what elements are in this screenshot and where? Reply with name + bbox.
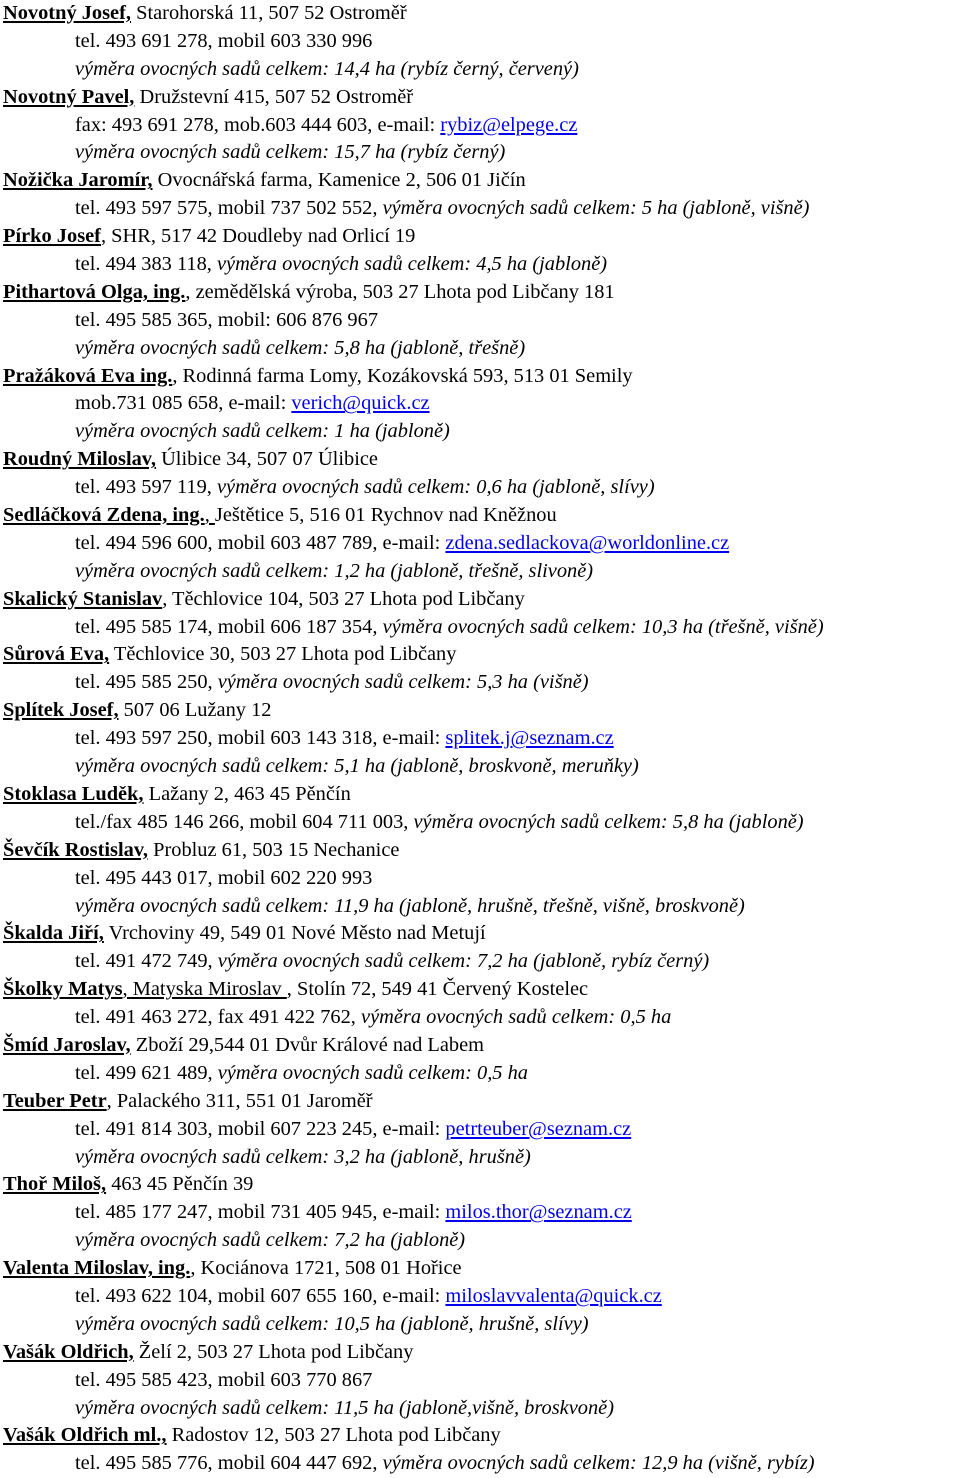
- grower-address: Vrchoviny 49, 549 01 Nové Město nad Metují: [103, 922, 486, 945]
- orchard-area: výměra ovocných sadů celkem: 5,1 ha (jabloně, broskvoně, meruňky): [75, 755, 639, 778]
- entry-heading: [3, 446, 960, 474]
- grower-address: Ovocnářská farma, Kamenice 2, 506 01 Jičín: [152, 169, 526, 192]
- entry-heading: [3, 920, 960, 948]
- entry-heading: [3, 586, 960, 614]
- entry-heading: [3, 697, 960, 725]
- grower-name: Vašák Oldřich,: [3, 1340, 134, 1363]
- grower-address: Lažany 2, 463 45 Pěnčín: [143, 782, 351, 805]
- grower-name: Pithartová Olga, ing.: [3, 280, 186, 303]
- entry-heading: [3, 84, 960, 112]
- contact-line: [3, 1227, 960, 1255]
- email-link[interactable]: zdena.sedlackova@worldonline.cz: [445, 531, 730, 554]
- grower-name: Roudný Miloslav,: [3, 448, 156, 471]
- entry-heading: [3, 167, 960, 195]
- orchard-area: výměra ovocných sadů celkem: 0,5 ha: [361, 1006, 672, 1029]
- contact-line: [3, 1367, 960, 1395]
- orchard-area: výměra ovocných sadů celkem: 11,5 ha (jabloně,višně, broskvoně): [75, 1396, 615, 1419]
- contact-text: tel. 494 596 600, mobil 603 487 789, e-mail:: [75, 531, 446, 554]
- entry-heading: [3, 1088, 960, 1116]
- grower-name-suffix: ,: [204, 504, 215, 527]
- email-link[interactable]: petrteuber@seznam.cz: [445, 1117, 632, 1140]
- contact-line: [3, 1395, 960, 1423]
- contact-line: [3, 1060, 960, 1088]
- email-link[interactable]: milos.thor@seznam.cz: [445, 1201, 632, 1224]
- contact-text: tel. 495 585 250,: [75, 671, 218, 694]
- contact-text: tel. 493 691 278, mobil 603 330 996: [75, 29, 373, 52]
- entry-heading: [3, 0, 960, 28]
- contact-text: tel. 485 177 247, mobil 731 405 945, e-mail:: [75, 1201, 446, 1224]
- grower-address: , Palackého 311, 551 01 Jaroměř: [106, 1089, 373, 1112]
- contact-text: tel. 493 597 575, mobil 737 502 552,: [75, 197, 383, 220]
- email-link[interactable]: rybiz@elpege.cz: [440, 113, 578, 136]
- orchard-area: výměra ovocných sadů celkem: 3,2 ha (jabloně, hrušně): [75, 1145, 531, 1168]
- grower-name: Teuber Petr: [3, 1089, 107, 1112]
- grower-address: Probluz 61, 503 15 Nechanice: [148, 838, 400, 861]
- orchard-area: výměra ovocných sadů celkem: 7,2 ha (jabloně): [75, 1229, 466, 1252]
- contact-line: [3, 558, 960, 586]
- contact-line: [3, 893, 960, 921]
- contact-text: tel./fax 485 146 266, mobil 604 711 003,: [75, 810, 414, 833]
- grower-name: Pražáková Eva ing.: [3, 364, 173, 387]
- grower-name: Pírko Josef: [3, 225, 101, 248]
- orchard-area: výměra ovocných sadů celkem: 5,8 ha (jabloně): [413, 810, 804, 833]
- grower-name: Thoř Miloš,: [3, 1173, 107, 1196]
- orchard-area: výměra ovocných sadů celkem: 5,8 ha (jabloně, třešně): [75, 336, 526, 359]
- grower-address: Želí 2, 503 27 Lhota pod Libčany: [133, 1340, 414, 1363]
- entry-heading: [3, 1255, 960, 1283]
- contact-line: [3, 1311, 960, 1339]
- entry-heading: [3, 837, 960, 865]
- contact-line: [3, 307, 960, 335]
- contact-text: tel. 491 463 272, fax 491 422 762,: [75, 1006, 362, 1029]
- entry-heading: [3, 781, 960, 809]
- orchard-area: výměra ovocných sadů celkem: 14,4 ha (rybíz černý, červený): [75, 57, 579, 80]
- orchard-area: výměra ovocných sadů celkem: 1,2 ha (jabloně, třešně, slivoně): [75, 559, 594, 582]
- grower-name: Škalda Jiří,: [3, 922, 104, 945]
- contact-text: tel. 495 585 423, mobil 603 770 867: [75, 1368, 373, 1391]
- grower-name: Stoklasa Luděk,: [3, 782, 144, 805]
- contact-line: [3, 112, 960, 140]
- orchard-area: výměra ovocných sadů celkem: 7,2 ha (jabloně, rybíz černý): [217, 950, 710, 973]
- contact-line: [3, 948, 960, 976]
- grower-name: Valenta Miloslav, ing.: [3, 1257, 191, 1280]
- grower-address: , Rodinná farma Lomy, Kozákovská 593, 513 01 Semily: [172, 364, 633, 387]
- orchard-area: výměra ovocných sadů celkem: 11,9 ha (jabloně, hrušně, třešně, višně, broskvoně): [75, 894, 745, 917]
- contact-line: [3, 474, 960, 502]
- orchard-area: výměra ovocných sadů celkem: 12,9 ha (višně, rybíz): [382, 1452, 815, 1475]
- contact-text: tel. 499 621 489,: [75, 1061, 218, 1084]
- grower-address: Starohorská 11, 507 52 Ostroměř: [131, 2, 407, 24]
- contact-line: [3, 1283, 960, 1311]
- orchard-area: výměra ovocných sadů celkem: 0,5 ha: [217, 1061, 528, 1084]
- grower-address: Ještětice 5, 516 01 Rychnov nad Kněžnou: [214, 504, 557, 527]
- contact-text: tel. 495 443 017, mobil 602 220 993: [75, 866, 373, 889]
- grower-name: Vašák Oldřich ml.,: [3, 1424, 167, 1447]
- grower-name: Sůrová Eva,: [3, 643, 110, 666]
- contact-line: [3, 1116, 960, 1144]
- contact-line: [3, 530, 960, 558]
- contact-line: [3, 1144, 960, 1172]
- entry-heading: [3, 502, 960, 530]
- contact-line: [3, 335, 960, 363]
- orchard-area: výměra ovocných sadů celkem: 10,5 ha (jabloně, hrušně, slívy): [75, 1312, 589, 1335]
- orchard-area: výměra ovocných sadů celkem: 1 ha (jabloně): [75, 420, 450, 443]
- contact-line: [3, 251, 960, 279]
- contact-text: tel. 493 622 104, mobil 607 655 160, e-mail:: [75, 1284, 446, 1307]
- grower-address: , Těchlovice 104, 503 27 Lhota pod Libčany: [162, 587, 525, 610]
- orchard-area: výměra ovocných sadů celkem: 4,5 ha (jabloně): [216, 253, 608, 276]
- email-link[interactable]: verich@quick.cz: [291, 392, 430, 415]
- contact-text: tel. 491 472 749,: [75, 950, 218, 973]
- grower-address: Radostov 12, 503 27 Lhota pod Libčany: [166, 1424, 501, 1447]
- contact-line: [3, 195, 960, 223]
- grower-address: Těchlovice 30, 503 27 Lhota pod Libčany: [109, 643, 457, 666]
- grower-name: Šmíd Jaroslav,: [3, 1033, 131, 1056]
- grower-address: , Kociánova 1721, 508 01 Hořice: [190, 1257, 462, 1280]
- grower-address: Úlibice 34, 507 07 Úlibice: [155, 448, 378, 471]
- orchard-area: výměra ovocných sadů celkem: 15,7 ha (rybíz černý): [75, 141, 506, 164]
- grower-name: Sedláčková Zdena, ing.: [3, 504, 205, 527]
- contact-line: [3, 1199, 960, 1227]
- contact-line: [3, 418, 960, 446]
- grower-name: Skalický Stanislav: [3, 587, 163, 610]
- contact-line: [3, 28, 960, 56]
- entry-heading: [3, 363, 960, 391]
- entry-heading: [3, 1339, 960, 1367]
- entry-heading: [3, 223, 960, 251]
- grower-name: Nožička Jaromír,: [3, 169, 153, 192]
- grower-address: Družstevní 415, 507 52 Ostroměř: [134, 85, 414, 108]
- entry-heading: [3, 1422, 960, 1450]
- contact-line: [3, 1004, 960, 1032]
- contact-text: tel. 493 597 250, mobil 603 143 318, e-mail:: [75, 727, 446, 750]
- contact-text: tel. 495 585 365, mobil: 606 876 967: [75, 308, 379, 331]
- grower-name: Školky Matys: [3, 978, 123, 1001]
- grower-address: Zboží 29,544 01 Dvůr Králové nad Labem: [130, 1033, 485, 1056]
- contact-line: [3, 139, 960, 167]
- orchard-area: výměra ovocných sadů celkem: 5,3 ha (višně): [217, 671, 589, 694]
- contact-text: tel. 494 383 118,: [75, 253, 217, 276]
- contact-line: [3, 1450, 960, 1478]
- grower-name: Novotný Josef,: [3, 2, 131, 24]
- orchard-area: výměra ovocných sadů celkem: 5 ha (jabloně, višně): [382, 197, 810, 220]
- contact-line: [3, 669, 960, 697]
- contact-line: [3, 56, 960, 84]
- contact-text: tel. 495 585 174, mobil 606 187 354,: [75, 615, 383, 638]
- contact-line: [3, 614, 960, 642]
- contact-line: [3, 725, 960, 753]
- contact-text: tel. 491 814 303, mobil 607 223 245, e-mail:: [75, 1117, 446, 1140]
- grower-address: , SHR, 517 42 Doudleby nad Orlicí 19: [100, 225, 416, 248]
- grower-name-suffix: , Matyska Miroslav: [122, 978, 287, 1001]
- contact-line: [3, 809, 960, 837]
- entry-heading: [3, 976, 960, 1004]
- contact-line: [3, 865, 960, 893]
- email-link[interactable]: splitek.j@seznam.cz: [445, 727, 614, 750]
- contact-text: tel. 495 585 776, mobil 604 447 692,: [75, 1452, 383, 1475]
- contact-line: [3, 390, 960, 418]
- grower-name: Splítek Josef,: [3, 699, 119, 722]
- orchard-area: výměra ovocných sadů celkem: 10,3 ha (třešně, višně): [382, 615, 824, 638]
- entry-heading: [3, 641, 960, 669]
- orchard-area: výměra ovocných sadů celkem: 0,6 ha (jabloně, slívy): [216, 476, 655, 499]
- grower-name: Novotný Pavel,: [3, 85, 135, 108]
- entry-heading: [3, 279, 960, 307]
- grower-address: 463 45 Pěnčín 39: [106, 1173, 254, 1196]
- contact-text: mob.731 085 658, e-mail:: [75, 392, 292, 415]
- grower-address: , zemědělská výroba, 503 27 Lhota pod Libčany 181: [185, 280, 615, 303]
- contact-text: tel. 493 597 119,: [75, 476, 217, 499]
- entry-heading: [3, 1032, 960, 1060]
- grower-name: Ševčík Rostislav,: [3, 838, 149, 861]
- entry-heading: [3, 1171, 960, 1199]
- email-link[interactable]: miloslavvalenta@quick.cz: [445, 1284, 662, 1307]
- contact-text: fax: 493 691 278, mob.603 444 603, e-mail:: [75, 113, 441, 136]
- grower-address: 507 06 Lužany 12: [118, 699, 272, 722]
- grower-address: , Stolín 72, 549 41 Červený Kostelec: [286, 978, 589, 1001]
- contact-line: [3, 753, 960, 781]
